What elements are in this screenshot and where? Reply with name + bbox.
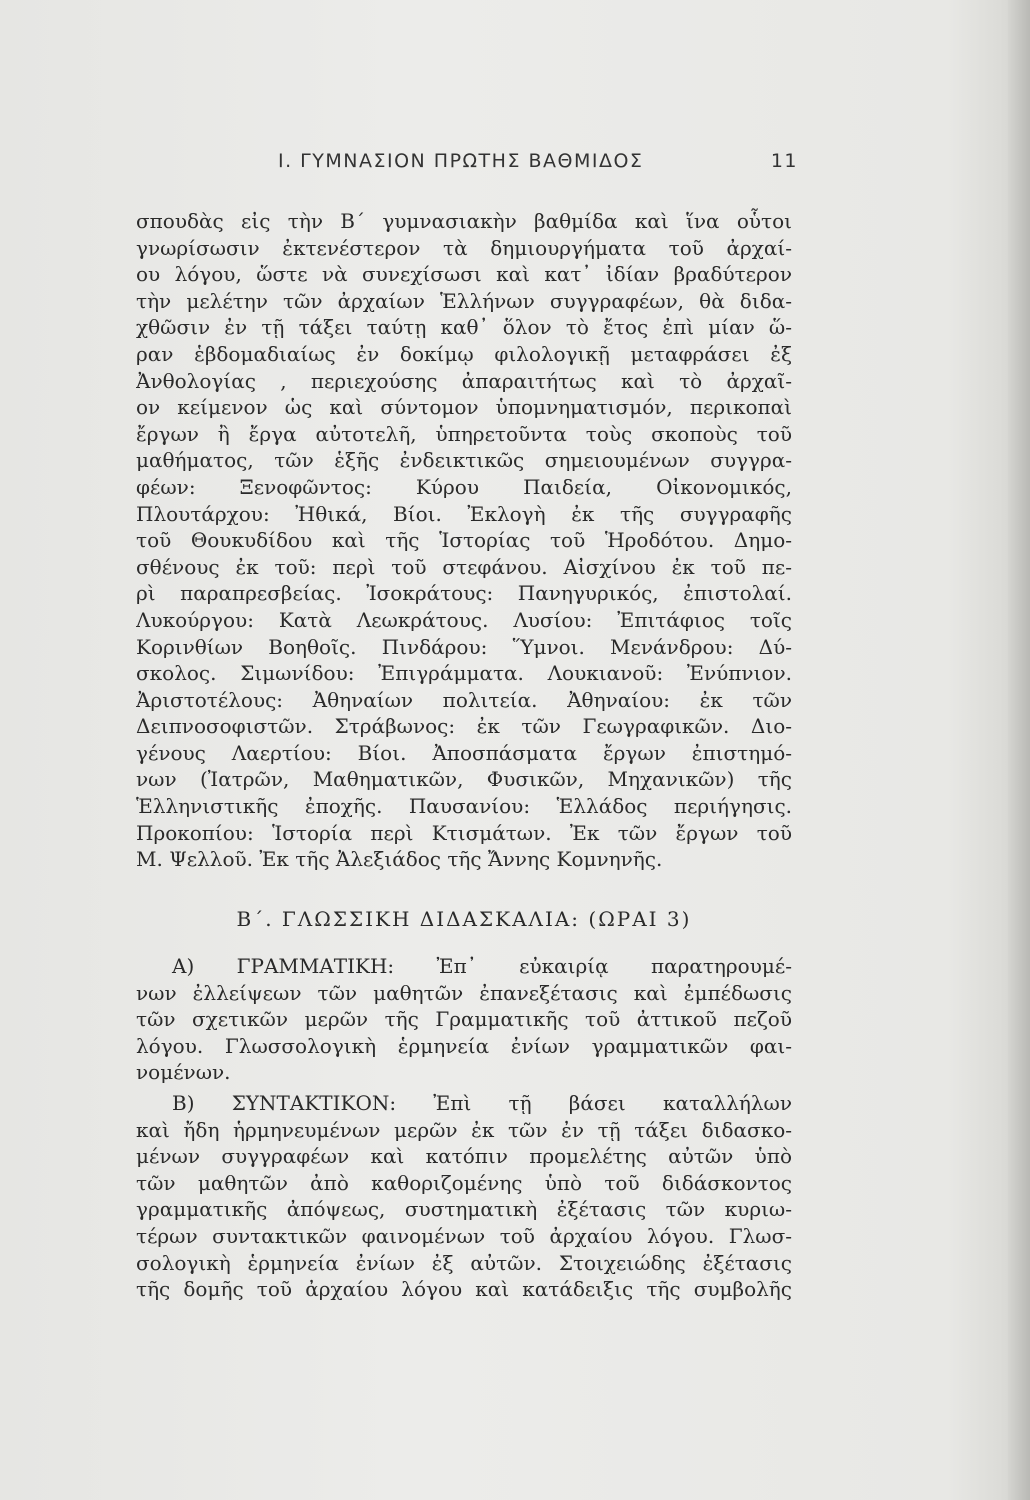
text-line: Κορινθίων Βοηθοῖς. Πινδάρου: Ὕμνοι. Μενάνδρου: Δύ-: [136, 634, 792, 659]
text-line: χθῶσιν ἐν τῇ τάξει ταύτῃ καθ᾽ ὅλον τὸ ἔτος ἐπὶ μίαν ὥ-: [136, 315, 792, 340]
text-line: φέων: Ξενοφῶντος: Κύρου Παιδεία, Οἰκονομικός,: [136, 474, 792, 499]
text-line: τῶν μαθητῶν ἀπὸ καθοριζομένης ὑπὸ τοῦ διδάσκοντος: [136, 1170, 792, 1195]
text-line: Πλουτάρχου: Ἠθικά, Βίοι. Ἐκλογὴ ἐκ τῆς συγγραφῆς: [136, 501, 792, 526]
text-line: ἔργων ἢ ἔργα αὐτοτελῆ, ὑπηρετοῦντα τοὺς σκοποὺς τοῦ: [136, 421, 792, 446]
text-line: τοῦ Θουκυδίδου καὶ τῆς Ἱστορίας τοῦ Ἡροδότου. Δημο-: [136, 528, 792, 553]
text-line: καὶ ἤδη ἡρμηνευμένων μερῶν ἐκ τῶν ἐν τῇ τάξει διδασκο-: [136, 1117, 792, 1142]
text-line: σπουδὰς εἰς τὴν Β΄ γυμνασιακὴν βαθμίδα καὶ ἵνα οὗτοι: [136, 209, 792, 233]
text-line: σκολος. Σιμωνίδου: Ἐπιγράμματα. Λουκιανοῦ: Ἐνύπνιον.: [136, 661, 792, 686]
text-line: Ἀριστοτέλους: Ἀθηναίων πολιτεία. Ἀθηναίου: ἐκ τῶν: [136, 687, 792, 712]
paragraph-syntax: [136, 1090, 792, 1303]
text-line: μένων συγγραφέων καὶ κατόπιν προμελέτης αὐτῶν ὑπὸ: [136, 1144, 792, 1169]
running-head-title: Ι. ΓΥΜΝΑΣΙΟΝ ΠΡΩΤΗΣ ΒΑΘΜΙΔΟΣ: [278, 150, 644, 172]
text-line: γνωρίσωσιν ἐκτενέστερον τὰ δημιουργήματα τοῦ ἀρχαί-: [136, 235, 792, 260]
text-line: ρὶ παραπρεσβείας. Ἰσοκράτους: Πανηγυρικός, ἐπιστολαί.: [136, 581, 792, 606]
section-heading: Β΄. ΓΛΩΣΣΙΚΗ ΔΙΔΑΣΚΑΛΙΑ: (ΩΡΑΙ 3): [236, 907, 692, 931]
text-line: Δειπνοσοφιστῶν. Στράβωνος: ἐκ τῶν Γεωγραφικῶν. Διο-: [136, 714, 792, 739]
page-number: 11: [770, 150, 798, 172]
text-line: γένους Λαερτίου: Βίοι. Ἀποσπάσματα ἔργων ἐπιστημό-: [136, 740, 792, 765]
text-line: σολογικὴ ἑρμηνεία ἐνίων ἐξ αὐτῶν. Στοιχειώδης ἐξέτασις: [136, 1250, 792, 1275]
text-line: ραν ἑβδομαδιαίως ἐν δοκίμῳ φιλολογικῇ μεταφράσει ἐξ: [136, 341, 792, 366]
text-line: Ἑλληνιστικῆς ἐποχῆς. Παυσανίου: Ἑλλάδος περιήγησις.: [136, 794, 792, 819]
text-line: νων (Ἰατρῶν, Μαθηματικῶν, Φυσικῶν, Μηχανικῶν) τῆς: [136, 767, 792, 792]
text-line: μαθήματος, τῶν ἑξῆς ἐνδεικτικῶς σημειουμένων συγγρα-: [136, 448, 792, 473]
text-line: Προκοπίου: Ἱστορία περὶ Κτισμάτων. Ἐκ τῶν ἔργων τοῦ: [136, 820, 792, 845]
text-line: σθένους ἐκ τοῦ: περὶ τοῦ στεφάνου. Αἰσχίνου ἐκ τοῦ πε-: [136, 554, 792, 579]
text-line: ου λόγου, ὥστε νὰ συνεχίσωσι καὶ κατ᾽ ἰδίαν βραδύτερον: [136, 262, 792, 287]
text-line: λόγου. Γλωσσολογικὴ ἑρμηνεία ἐνίων γραμματικῶν φαι-: [136, 1033, 792, 1058]
text-line: τὴν μελέτην τῶν ἀρχαίων Ἑλλήνων συγγραφέων, θὰ διδα-: [136, 288, 792, 313]
text-line: Α) ΓΡΑΜΜΑΤΙΚΗ: Ἐπ᾽ εὐκαιρίᾳ παρατηρουμέ-: [172, 954, 792, 978]
text-line: γραμματικῆς ἀπόψεως, συστηματικὴ ἐξέτασις τῶν κυριω-: [136, 1197, 792, 1222]
text-line: Β) ΣΥΝΤΑΚΤΙΚΟΝ: Ἐπὶ τῇ βάσει καταλλήλων: [172, 1090, 792, 1115]
text-line: τῶν σχετικῶν μερῶν τῆς Γραμματικῆς τοῦ ἀττικοῦ πεζοῦ: [136, 1007, 792, 1032]
language-teaching-section: [136, 953, 792, 1303]
body-text: [136, 208, 792, 1302]
page-edge: [1008, 0, 1030, 1500]
paragraph-reading-list: [136, 208, 792, 873]
text-line: Ἀνθολογίας , περιεχούσης ἀπαραιτήτως καὶ τὸ ἀρχαῖ-: [136, 368, 792, 393]
text-line: Μ. Ψελλοῦ. Ἐκ τῆς Ἀλεξιάδος τῆς Ἄννης Κομνηνῆς.: [136, 847, 663, 872]
text-line: τῆς δομῆς τοῦ ἀρχαίου λόγου καὶ κατάδειξις τῆς συμβολῆς: [136, 1277, 792, 1302]
text-line: ον κείμενον ὡς καὶ σύντομον ὑπομνηματισμόν, περικοπαὶ: [136, 395, 792, 420]
text-line: νομένων.: [136, 1060, 231, 1085]
paragraph-grammar: [136, 953, 792, 1086]
text-line: νων ἐλλείψεων τῶν μαθητῶν ἐπανεξέτασις καὶ ἐμπέδωσις: [136, 980, 792, 1005]
text-line: τέρων συντακτικῶν φαινομένων τοῦ ἀρχαίου λόγου. Γλωσ-: [136, 1223, 792, 1248]
text-line: Λυκούργου: Κατὰ Λεωκράτους. Λυσίου: Ἐπιτάφιος τοῖς: [136, 607, 792, 632]
